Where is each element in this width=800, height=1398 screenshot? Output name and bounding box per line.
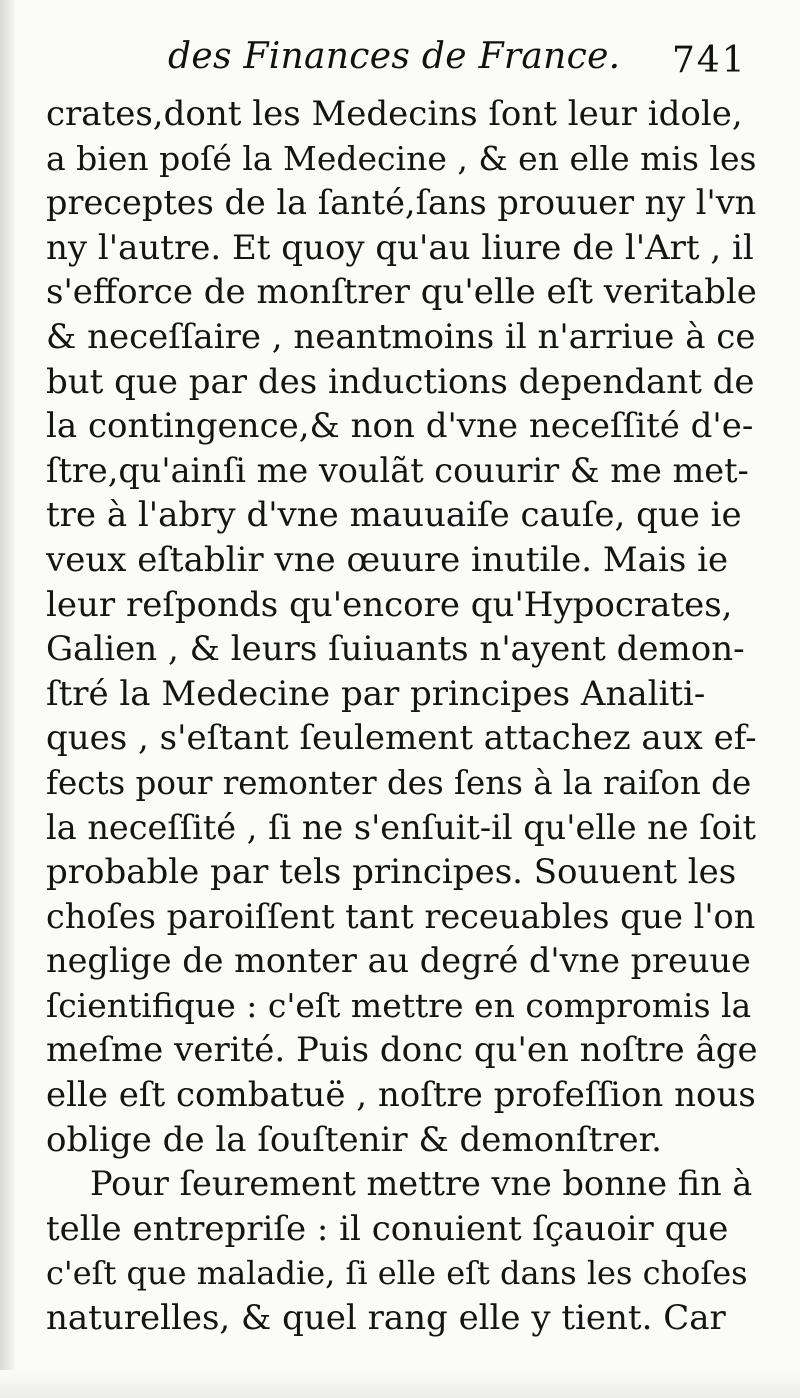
text-line: choſes paroiſſent tant receuables que l'on [46, 896, 756, 936]
text-line: & neceſſaire , neantmoins il n'arriue à ce [46, 316, 756, 357]
page-header [0, 32, 800, 88]
running-title: des Finances de France. [168, 36, 621, 77]
text-line: la contingence,& non d'vne neceſſité d'e- [46, 406, 754, 447]
text-line: neglige de monter au degré d'vne preuue [46, 941, 751, 981]
page-gutter-shadow [0, 0, 14, 1398]
text-line: Galien , & leurs ſuiuants n'ayent demon- [46, 629, 745, 670]
body-text [46, 92, 758, 1341]
text-line: leur reſponds qu'encore qu'Hypocrates, [46, 584, 733, 625]
text-line: ny l'autre. Et quoy qu'au liure de l'Art , il [46, 227, 754, 268]
paragraph-first-line: Pour ſeurement mettre vne bonne fin à [90, 1164, 753, 1204]
text-line: ſtré la Medecine par principes Analiti- [46, 673, 706, 714]
text-line: telle entrepriſe : il conuient ſçauoir que [46, 1208, 729, 1249]
text-line: naturelles, & quel rang elle y tient. Car [46, 1298, 726, 1339]
text-line: c'eſt que maladie, ſi elle eſt dans les choſes [46, 1254, 748, 1293]
text-line: but que par des inductions dependant de [46, 361, 755, 402]
text-line: probable par tels principes. Souuent les [46, 852, 737, 893]
text-line: a bien poſé la Medecine , & en elle mis les [46, 138, 757, 178]
text-line: la neceſſité , ſi ne s'enſuit-il qu'elle ne ſoit [46, 807, 756, 847]
text-line: ques , s'eſtant ſeulement attachez aux ef- [46, 718, 757, 759]
text-line: veux eſtablir vne œuure inutile. Mais ie [46, 539, 729, 580]
text-line: fects pour remonter des ſens à la raiſon de [46, 763, 752, 802]
text-line: tre à l'abry d'vne mauuaiſe cauſe, que ie [46, 495, 742, 536]
page-number: 741 [672, 40, 747, 81]
text-line: oblige de la ſouſtenir & demonſtrer. [46, 1119, 662, 1160]
text-line: preceptes de la ſanté,ſans prouuer ny l'vn [46, 183, 757, 223]
text-line: s'efforce de monſtrer qu'elle eſt veritable [46, 272, 757, 313]
page-bottom-edge [0, 1370, 800, 1398]
text-line: crates,dont les Medecins ſont leur idole, [46, 94, 743, 134]
text-line: ſcientifique : c'eſt mettre en compromis la [46, 985, 752, 1025]
text-line: ſtre,qu'ainſi me voulãt couurir & me met- [46, 450, 749, 490]
text-line: elle eſt combatuë , noſtre profeſſion nous [46, 1075, 756, 1116]
text-line: meſme verité. Puis donc qu'en noſtre âge [46, 1030, 758, 1071]
